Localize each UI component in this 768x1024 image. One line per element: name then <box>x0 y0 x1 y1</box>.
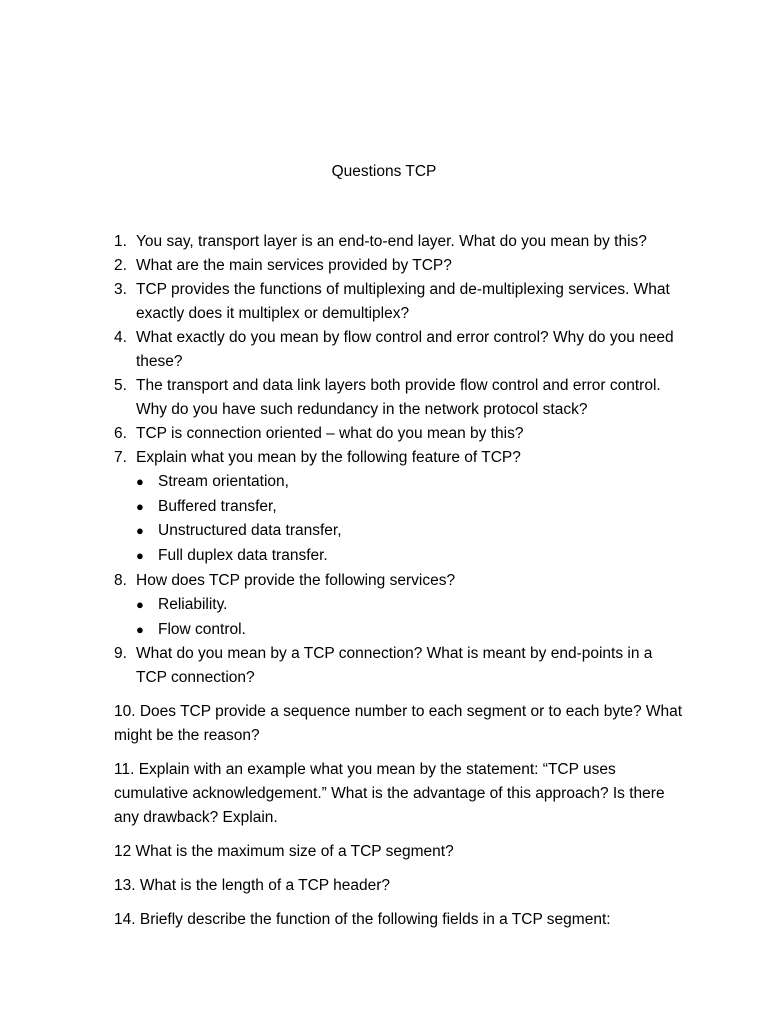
question-paragraph-11: 11. Explain with an example what you mean by the statement: “TCP uses cumulative acknowledgement.” What is the advantage of this approach? Is there any drawback? Explain. <box>114 761 665 826</box>
question-number: 3. <box>114 281 127 298</box>
bullet-item <box>136 593 684 618</box>
question-text: Explain what you mean by the following feature of TCP? <box>136 449 521 466</box>
list-item <box>114 422 684 446</box>
question-text: What are the main services provided by TCP? <box>136 257 452 274</box>
bullet-icon: ● <box>136 474 144 489</box>
list-item <box>114 278 684 326</box>
bullet-text: Reliability. <box>158 595 228 613</box>
bullet-text: Stream orientation, <box>158 473 289 490</box>
question-number: 7. <box>114 449 127 466</box>
question-number: 9. <box>114 645 127 663</box>
question-number: 6. <box>114 425 127 442</box>
list-item <box>114 446 684 569</box>
question-text: What exactly do you mean by flow control and error control? Why do you need these? <box>136 329 674 370</box>
bullet-icon: ● <box>136 621 144 637</box>
question-text: TCP is connection oriented – what do you mean by this? <box>136 425 524 442</box>
bullet-item <box>136 618 684 643</box>
bullet-icon: ● <box>136 498 144 514</box>
bullet-item <box>136 470 684 495</box>
bullet-item <box>136 544 684 569</box>
question-paragraph-13: 13. What is the length of a TCP header? <box>114 877 391 894</box>
question-number: 8. <box>114 571 127 589</box>
question-paragraph-14: 14. Briefly describe the function of the following fields in a TCP segment: <box>114 911 611 928</box>
list-item <box>114 374 684 422</box>
bullet-text: Buffered transfer, <box>158 497 277 515</box>
list-item <box>114 326 684 374</box>
question-paragraph-10: 10. Does TCP provide a sequence number to each segment or to each byte? What might be the reason? <box>114 703 683 744</box>
question-number: 1. <box>114 233 127 250</box>
question-text: The transport and data link layers both provide flow control and error control. Why do you have such redundancy in the network protocol stack? <box>136 377 661 418</box>
question-number: 4. <box>114 329 127 346</box>
bullet-icon: ● <box>136 596 144 612</box>
bullet-text: Flow control. <box>158 620 246 638</box>
question-text: What do you mean by a TCP connection? What is meant by end-points in a TCP connection? <box>136 645 653 687</box>
bullet-item <box>136 519 684 544</box>
question-text: How does TCP provide the following services? <box>136 571 456 589</box>
list-item <box>114 254 684 278</box>
list-item <box>114 230 684 254</box>
page-title: Questions TCP <box>331 163 437 180</box>
bullet-text: Full duplex data transfer. <box>158 547 328 565</box>
question-number: 2. <box>114 257 127 274</box>
bullet-text: Unstructured data transfer, <box>158 522 342 540</box>
bullet-list <box>136 593 684 642</box>
question-text: You say, transport layer is an end-to-end layer. What do you mean by this? <box>136 233 647 250</box>
bullet-item <box>136 495 684 520</box>
question-paragraph-12: 12 What is the maximum size of a TCP segment? <box>114 843 454 860</box>
question-list <box>114 230 684 690</box>
bullet-icon: ● <box>136 548 144 564</box>
list-item <box>114 642 684 690</box>
question-text: TCP provides the functions of multiplexing and de-multiplexing services. What exactly does it multiplex or demultiplex? <box>136 281 670 322</box>
question-number: 5. <box>114 377 127 394</box>
list-item <box>114 569 684 642</box>
bullet-icon: ● <box>136 523 144 539</box>
bullet-list <box>136 470 684 569</box>
